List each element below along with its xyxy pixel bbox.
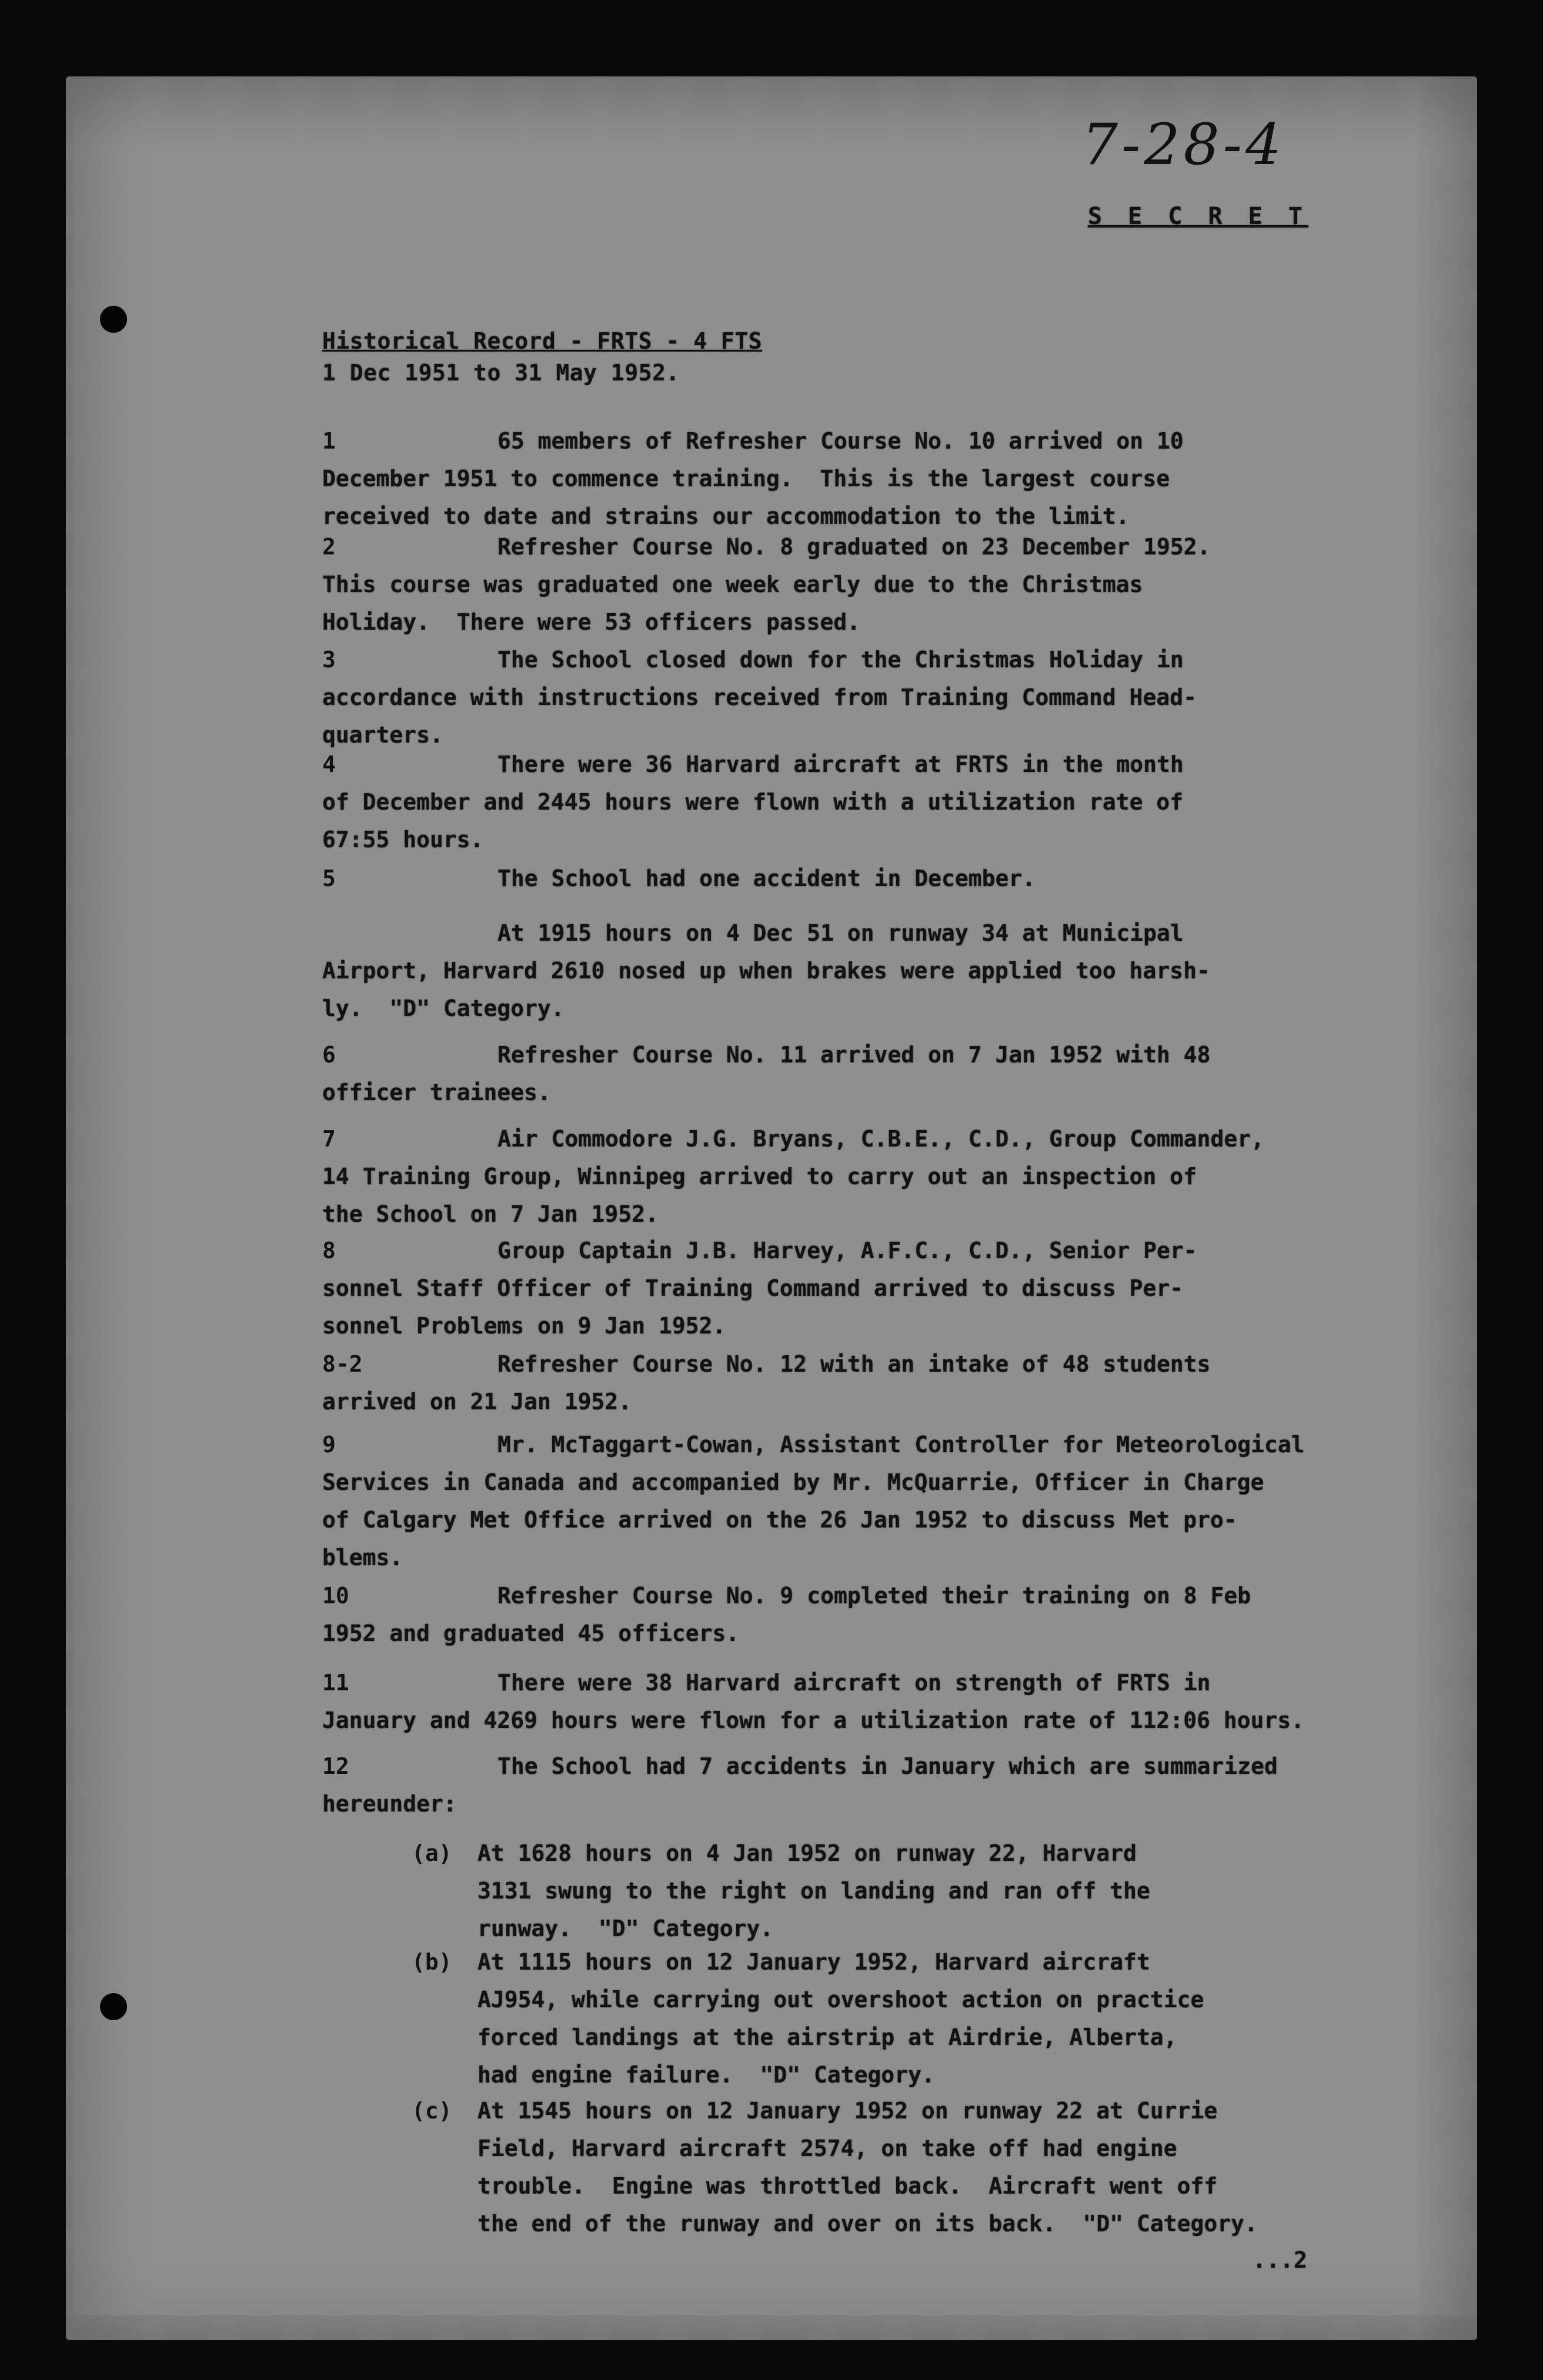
paragraph-6: [322, 1036, 1211, 1111]
paragraph-9: [322, 1426, 1305, 1576]
paragraph-number: 10: [322, 1583, 349, 1609]
paragraph-line: the School on 7 Jan 1952.: [322, 1201, 659, 1227]
paragraph-line: received to date and strains our accommodation to the limit.: [322, 503, 1130, 529]
sub-item-line: 3131 swung to the right on landing and ran off the: [477, 1878, 1150, 1904]
paragraph-line: 67:55 hours.: [322, 827, 484, 853]
sub-item-line: AJ954, while carrying out overshoot action on practice: [477, 1987, 1204, 2013]
paragraph-3: [322, 641, 1197, 754]
paragraph-line: Airport, Harvard 2610 nosed up when brakes were applied too harsh-: [322, 958, 1210, 984]
paragraph-number: 1: [322, 428, 336, 454]
paragraph-12: [322, 1747, 1278, 1823]
paragraph-line: Group Captain J.B. Harvey, A.F.C., C.D., Senior Per-: [497, 1238, 1197, 1263]
paragraph-line: This course was graduated one week early due to the Christmas: [322, 571, 1143, 597]
paragraph-line: ly. "D" Category.: [322, 995, 565, 1021]
paragraph-line: of Calgary Met Office arrived on the 26 Jan 1952 to discuss Met pro-: [322, 1507, 1237, 1533]
sub-item-c: [477, 2092, 1258, 2242]
record-dates: 1 Dec 1951 to 31 May 1952.: [322, 360, 680, 386]
paragraph-number: 4: [322, 751, 336, 777]
sub-item-a: [477, 1834, 1150, 1947]
paragraph-line: 14 Training Group, Winnipeg arrived to carry out an inspection of: [322, 1164, 1197, 1189]
paragraph-line: The School had one accident in December.: [497, 865, 1036, 891]
sub-item-label: (a): [412, 1840, 452, 1866]
sub-item-line: runway. "D" Category.: [477, 1916, 774, 1941]
paragraph-line: sonnel Problems on 9 Jan 1952.: [322, 1313, 726, 1339]
sub-item-label: (c): [412, 2098, 452, 2124]
sub-item-line: had engine failure. "D" Category.: [477, 2062, 935, 2088]
paragraph-line: There were 38 Harvard aircraft on strength of FRTS in: [497, 1670, 1211, 1696]
paragraph-line: accordance with instructions received from Training Command Head-: [322, 684, 1197, 710]
sub-item-line: the end of the runway and over on its back. "D" Category.: [477, 2211, 1258, 2237]
paragraph-line: The School had 7 accidents in January which are summarized: [497, 1753, 1278, 1779]
paragraph-line: December 1951 to commence training. This is the largest course: [322, 466, 1170, 492]
handwritten-reference: 7-28-4: [1082, 112, 1285, 178]
paragraph-line: blems.: [322, 1545, 403, 1570]
sub-item-line: Field, Harvard aircraft 2574, on take off had engine: [477, 2135, 1177, 2161]
sub-item-line: trouble. Engine was throttled back. Aircraft went off: [477, 2173, 1218, 2199]
sub-item-b: [477, 1943, 1204, 2094]
paragraph-line: There were 36 Harvard aircraft at FRTS in the month: [497, 751, 1184, 777]
paragraph-line: January and 4269 hours were flown for a utilization rate of 112:06 hours.: [322, 1707, 1305, 1733]
sub-item-line: forced landings at the airstrip at Airdrie, Alberta,: [477, 2024, 1177, 2050]
paragraph-line: 65 members of Refresher Course No. 10 arrived on 10: [497, 428, 1184, 454]
paragraph-1: [322, 422, 1184, 535]
paragraph-line: officer trainees.: [322, 1079, 551, 1105]
punch-hole: [100, 306, 127, 333]
paragraph-line: 1952 and graduated 45 officers.: [322, 1620, 740, 1646]
sub-item-label: (b): [412, 1949, 452, 1975]
paragraph-number: 6: [322, 1042, 336, 1068]
paragraph-line: Holiday. There were 53 officers passed.: [322, 609, 861, 635]
paragraph-5: [322, 860, 1036, 897]
paragraph-11: [322, 1664, 1304, 1739]
paragraph-line: of December and 2445 hours were flown with a utilization rate of: [322, 789, 1184, 815]
paragraph-4: [322, 746, 1184, 858]
paragraph-line: Refresher Course No. 12 with an intake of 48 students: [497, 1351, 1211, 1377]
paragraph-line: Refresher Course No. 11 arrived on 7 Jan 1952 with 48: [497, 1042, 1211, 1068]
paragraph-line: Services in Canada and accompanied by Mr. McQuarrie, Officer in Charge: [322, 1469, 1264, 1495]
paragraph-8-2: [322, 1345, 1211, 1420]
punch-hole: [100, 1993, 127, 2020]
paragraph-line: arrived on 21 Jan 1952.: [322, 1389, 632, 1415]
sub-item-line: At 1115 hours on 12 January 1952, Harvard aircraft: [477, 1949, 1150, 1975]
paragraph-line: Refresher Course No. 9 completed their training on 8 Feb: [497, 1583, 1251, 1609]
paragraph-line: Air Commodore J.G. Bryans, C.B.E., C.D., Group Commander,: [497, 1126, 1265, 1152]
paragraph-number: 5: [322, 865, 336, 891]
paragraph-number: 2: [322, 534, 336, 560]
paragraph-line: Mr. McTaggart-Cowan, Assistant Controller for Meteorological: [497, 1432, 1305, 1458]
security-classification: S E C R E T: [1088, 203, 1308, 230]
paragraph-line: sonnel Staff Officer of Training Command arrived to discuss Per-: [322, 1275, 1184, 1301]
paragraph-line: Refresher Course No. 8 graduated on 23 December 1952.: [497, 534, 1211, 560]
record-title: Historical Record - FRTS - 4 FTS: [322, 328, 763, 354]
continuation-marker: ...2: [1253, 2247, 1308, 2273]
paragraph-number: 7: [322, 1126, 336, 1152]
paragraph-line: At 1915 hours on 4 Dec 51 on runway 34 at Municipal: [497, 920, 1184, 946]
paragraph-5-accident: [322, 914, 1210, 1027]
paragraph-line: quarters.: [322, 722, 443, 748]
paragraph-2: [322, 528, 1211, 641]
paragraph-10: [322, 1577, 1251, 1652]
paragraph-line: The School closed down for the Christmas Holiday in: [497, 647, 1184, 673]
paragraph-number: 11: [322, 1670, 349, 1696]
paragraph-number: 3: [322, 647, 336, 673]
paragraph-number: 8: [322, 1238, 336, 1263]
paragraph-8: [322, 1232, 1197, 1345]
sub-item-line: At 1628 hours on 4 Jan 1952 on runway 22, Harvard: [477, 1840, 1137, 1866]
sub-item-line: At 1545 hours on 12 January 1952 on runway 22 at Currie: [477, 2098, 1218, 2124]
paragraph-7: [322, 1120, 1264, 1233]
paragraph-number: 9: [322, 1432, 336, 1458]
paragraph-line: hereunder:: [322, 1791, 457, 1817]
paragraph-number: 8-2: [322, 1351, 363, 1377]
paragraph-number: 12: [322, 1753, 349, 1779]
